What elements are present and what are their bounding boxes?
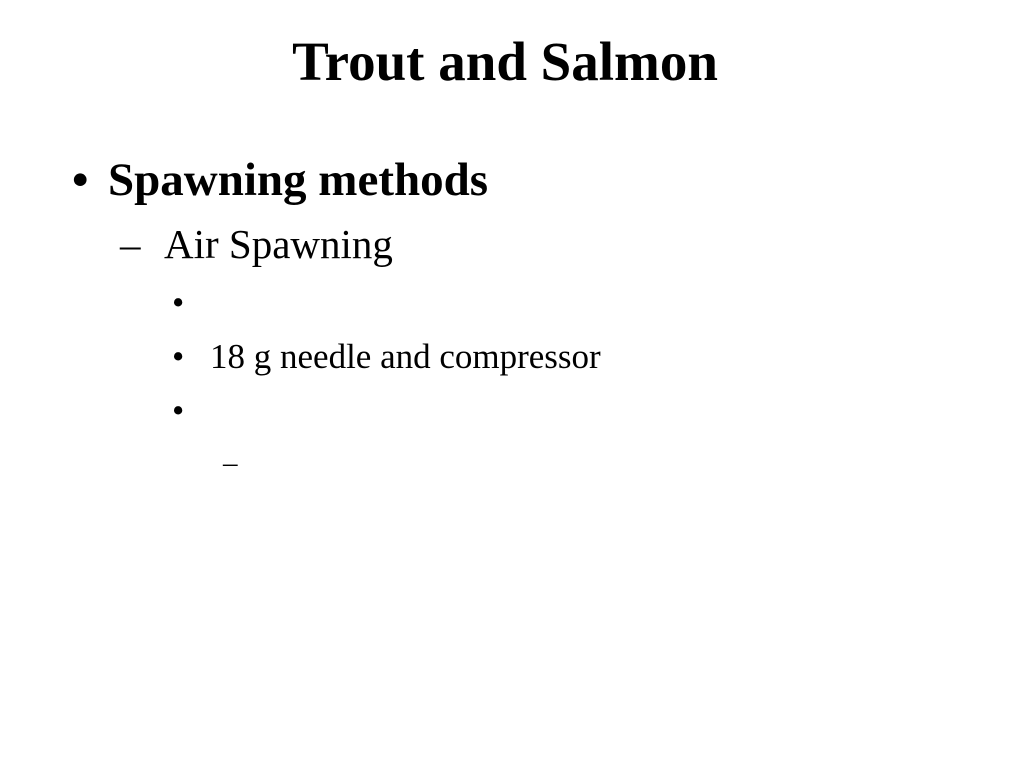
- bullet-marker-3: •: [172, 283, 185, 322]
- bullet-marker-4: •: [172, 337, 185, 376]
- bullet-text-1: Spawning methods: [108, 154, 489, 206]
- bullet-marker-1: •: [72, 154, 89, 206]
- bullet-marker-5: •: [172, 391, 185, 430]
- bullet-marker-2: –: [120, 221, 141, 267]
- bullet-text-4: 18 g needle and compressor: [210, 337, 601, 376]
- bullet-text-2: Air Spawning: [164, 221, 393, 267]
- slide-title: Trout and Salmon: [292, 31, 718, 92]
- bullet-marker-6: –: [223, 447, 238, 479]
